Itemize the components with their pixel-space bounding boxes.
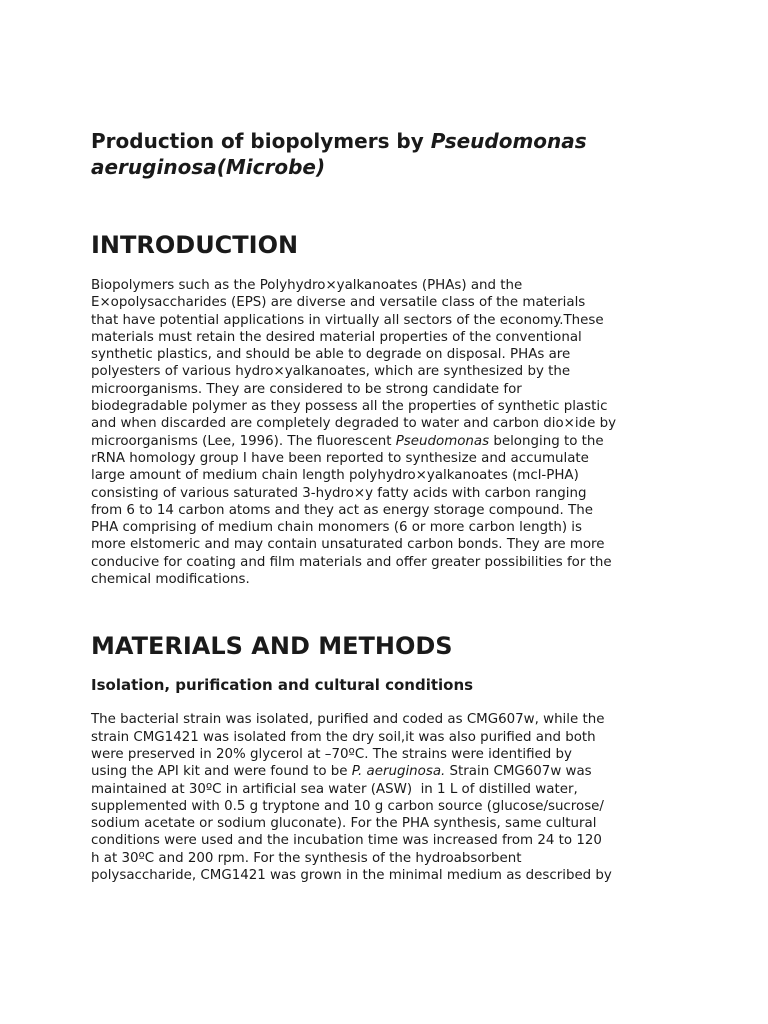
intro-line: biodegradable polymer as they possess all the properties of synthetic plastic — [91, 399, 608, 415]
intro-line: from 6 to 14 carbon atoms and they act as energy storage compound. The — [91, 502, 593, 518]
iso-line: supplemented with 0.5 g tryptone and 10 g carbon source (glucose/sucrose/ — [91, 798, 604, 814]
intro-line: consisting of various saturated 3-hydro×y fatty acids with carbon ranging — [91, 485, 587, 501]
introduction-paragraph — [91, 277, 684, 588]
intro-line: PHA comprising of medium chain monomers (6 or more carbon length) is — [91, 520, 583, 536]
intro-line: conducive for coating and film materials and offer greater possibilities for the — [91, 554, 612, 570]
intro-line: Biopolymers such as the Polyhydro×yalkanoates (PHAs) and the — [91, 278, 523, 293]
iso-line: conditions were used and the incubation time was increased from 24 to 120 — [91, 833, 602, 849]
title-italic-text: Pseudomonas aeruginosa(Microbe) — [91, 129, 587, 179]
introduction-heading: INTRODUCTION — [91, 231, 299, 259]
intro-line: more elstomeric and may contain unsaturated carbon bonds. They are more — [91, 537, 605, 553]
intro-line: microorganisms (Lee, 1996). The fluorescent Pseudomonas belonging to the — [91, 433, 604, 449]
isolation-subheading: Isolation, purification and cultural conditions — [91, 676, 474, 695]
iso-line: using the API kit and were found to be P. aeruginosa. Strain CMG607w was — [91, 764, 592, 780]
intro-line: materials must retain the desired material properties of the conventional — [91, 329, 582, 345]
intro-line: E×opolysaccharides (EPS) are diverse and versatile class of the materials — [91, 295, 586, 311]
materials-methods-heading: MATERIALS AND METHODS — [91, 632, 453, 661]
iso-line: polysaccharide, CMG1421 was grown in the minimal medium as described by — [91, 868, 612, 884]
intro-line: polyesters of various hydro×yalkanoates, which are synthesized by the — [91, 364, 571, 380]
title-text: Production of biopolymers by — [91, 129, 431, 153]
document-title — [91, 128, 684, 180]
isolation-paragraph — [91, 711, 684, 884]
intro-line: and when discarded are completely degraded to water and carbon dio×ide by — [91, 416, 617, 432]
intro-line: synthetic plastics, and should be able to degrade on disposal. PHAs are — [91, 347, 571, 363]
iso-italic-text: P. aeruginosa. — [351, 764, 446, 780]
iso-line: were preserved in 20% glycerol at –70ºC. The strains were identified by — [91, 746, 572, 762]
intro-line: that have potential applications in virtually all sectors of the economy.These — [91, 312, 604, 328]
iso-line: The bacterial strain was isolated, purified and coded as CMG607w, while the — [91, 712, 605, 728]
intro-line: rRNA homology group I have been reported to synthesize and accumulate — [91, 450, 589, 466]
iso-line: h at 30ºC and 200 rpm. For the synthesis of the hydroabsorbent — [91, 850, 522, 866]
iso-line: maintained at 30ºC in artificial sea water (ASW) in 1 L of distilled water, — [91, 781, 578, 797]
iso-line: sodium acetate or sodium gluconate). For the PHA synthesis, same cultural — [91, 816, 597, 832]
intro-italic-text: Pseudomonas — [395, 433, 490, 449]
intro-line: chemical modifications. — [91, 572, 250, 588]
intro-line: large amount of medium chain length polyhydro×yalkanoates (mcl-PHA) — [91, 468, 579, 484]
iso-line: strain CMG1421 was isolated from the dry soil,it was also purified and both — [91, 729, 596, 745]
intro-line: microorganisms. They are considered to be strong candidate for — [91, 381, 522, 397]
